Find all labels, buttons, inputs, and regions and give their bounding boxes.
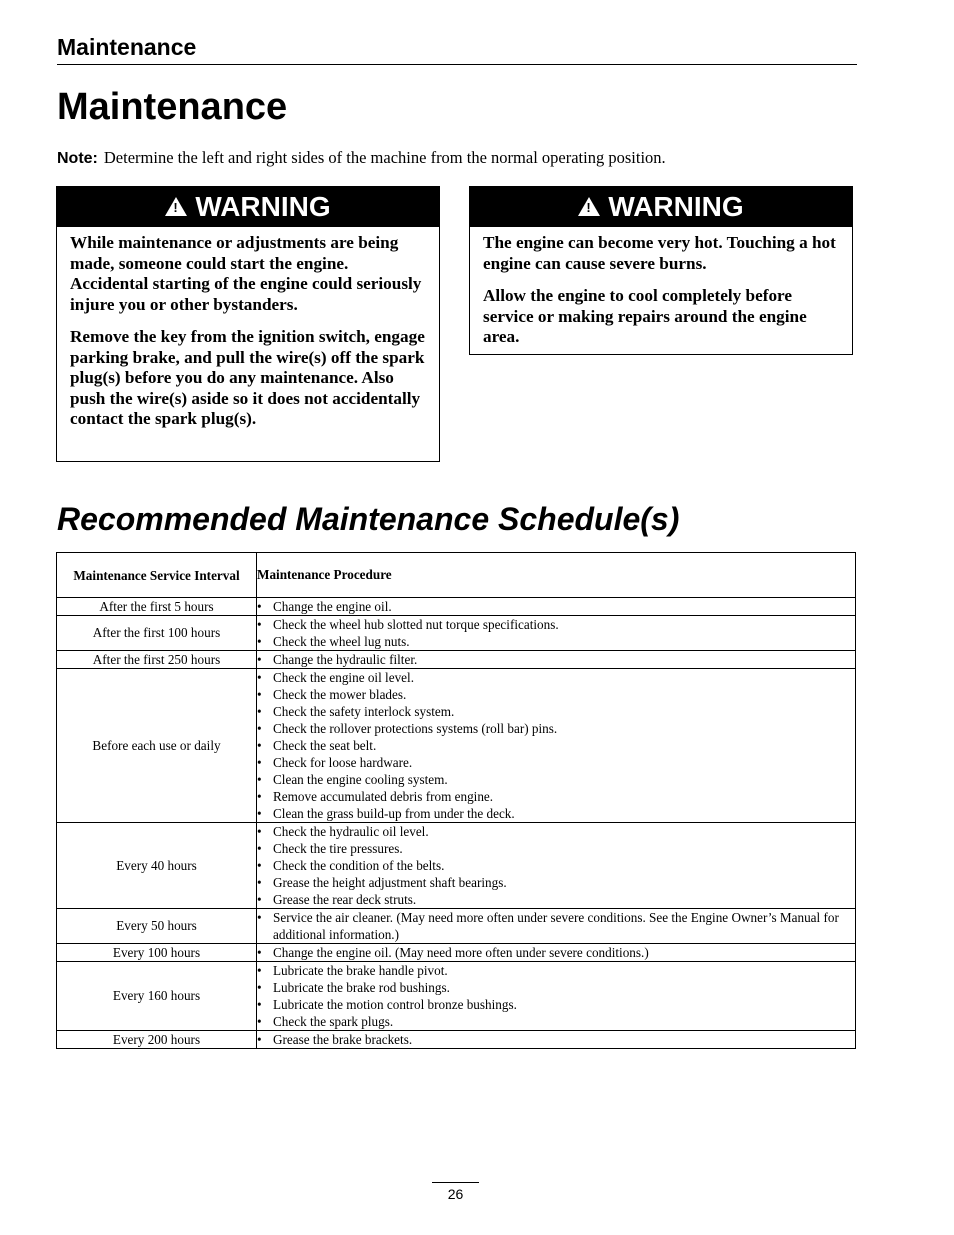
note: [57, 148, 666, 168]
table-row: [57, 823, 856, 909]
warning-paragraph: Remove the key from the ignition switch, engage parking brake, and pull the wire(s) off the spark plug(s) before you do any maintenance. Also push the wire(s) aside so it does not accidentally contact the spark plug(s).: [70, 327, 425, 428]
procedure-item: • Remove accumulated debris from engine.: [257, 788, 855, 805]
table-row: [57, 616, 856, 651]
procedure-cell: [257, 598, 856, 616]
procedure-item: • Grease the height adjustment shaft bearings.: [257, 874, 855, 891]
procedure-item: • Lubricate the motion control bronze bushings.: [257, 996, 855, 1013]
warning-label: WARNING: [195, 191, 331, 222]
procedure-cell: [257, 962, 856, 1031]
procedure-item: • Check the spark plugs.: [257, 1013, 855, 1030]
interval-cell: Before each use or daily: [57, 669, 257, 823]
table-row: [57, 944, 856, 962]
header-procedure: Maintenance Procedure: [257, 553, 856, 598]
section-title: Recommended Maintenance Schedule(s): [57, 501, 680, 537]
procedure-item: • Check the mower blades.: [257, 686, 855, 703]
procedure-list: [257, 823, 855, 908]
procedure-item: • Check the tire pressures.: [257, 840, 855, 857]
page-number: 26: [447, 1186, 464, 1202]
procedure-list: [257, 598, 855, 615]
procedure-item: • Change the hydraulic filter.: [257, 651, 855, 668]
header-interval: Maintenance Service Interval: [57, 553, 257, 598]
procedure-cell: [257, 669, 856, 823]
procedure-item: • Grease the brake brackets.: [257, 1031, 855, 1048]
page-title: Maintenance: [57, 86, 288, 128]
procedure-item: • Lubricate the brake rod bushings.: [257, 979, 855, 996]
procedure-item: • Check the condition of the belts.: [257, 857, 855, 874]
warning-body: [57, 227, 439, 436]
procedure-list: [257, 616, 855, 650]
table-header-row: [57, 553, 856, 598]
note-label: Note:: [57, 150, 98, 167]
warning-body: [470, 227, 852, 354]
table-row: [57, 669, 856, 823]
interval-cell: After the first 250 hours: [57, 651, 257, 669]
procedure-list: [257, 944, 855, 961]
procedure-item: • Check for loose hardware.: [257, 754, 855, 771]
procedure-item: • Check the wheel lug nuts.: [257, 633, 855, 650]
table-row: [57, 1031, 856, 1049]
interval-cell: Every 50 hours: [57, 909, 257, 944]
procedure-list: [257, 962, 855, 1030]
warning-triangle-icon: !: [578, 197, 600, 216]
procedure-item: • Check the engine oil level.: [257, 669, 855, 686]
warning-paragraph: The engine can become very hot. Touching a hot engine can cause severe burns.: [483, 233, 836, 273]
procedure-cell: [257, 616, 856, 651]
maintenance-schedule-table: [56, 552, 856, 1049]
running-header: Maintenance: [57, 34, 197, 60]
table-row: [57, 909, 856, 944]
table-body: [57, 598, 856, 1049]
warning-paragraph: Allow the engine to cool completely before service or making repairs around the engine area.: [483, 286, 807, 346]
procedure-cell: [257, 651, 856, 669]
procedure-list: [257, 1031, 855, 1048]
procedure-item: • Check the hydraulic oil level.: [257, 823, 855, 840]
warning-header: [57, 187, 439, 227]
procedure-item: • Lubricate the brake handle pivot.: [257, 962, 855, 979]
interval-cell: Every 40 hours: [57, 823, 257, 909]
procedure-item: • Clean the engine cooling system.: [257, 771, 855, 788]
table-row: [57, 962, 856, 1031]
warning-box-hot-engine: [469, 186, 853, 355]
procedure-item: • Change the engine oil. (May need more often under severe conditions.): [257, 944, 855, 961]
warning-triangle-icon: !: [165, 197, 187, 216]
procedure-cell: [257, 909, 856, 944]
warning-paragraph: While maintenance or adjustments are being made, someone could start the engine. Accidental starting of the engine could seriously injure you or other bystanders.: [70, 233, 422, 314]
footer-rule: [432, 1182, 479, 1183]
procedure-cell: [257, 1031, 856, 1049]
note-text: Determine the left and right sides of the machine from the normal operating position.: [103, 148, 666, 167]
procedure-item: • Service the air cleaner. (May need more often under severe conditions. See the Engine Owner’s Manual for additional information.): [257, 909, 855, 943]
procedure-list: [257, 651, 855, 668]
interval-cell: Every 160 hours: [57, 962, 257, 1031]
warning-label: WARNING: [608, 191, 744, 222]
interval-cell: After the first 100 hours: [57, 616, 257, 651]
procedure-item: • Change the engine oil.: [257, 598, 855, 615]
procedure-item: • Check the wheel hub slotted nut torque specifications.: [257, 616, 855, 633]
warning-box-starting: [56, 186, 440, 462]
interval-cell: Every 100 hours: [57, 944, 257, 962]
interval-cell: Every 200 hours: [57, 1031, 257, 1049]
table-row: [57, 598, 856, 616]
warning-header: [470, 187, 852, 227]
procedure-list: [257, 669, 855, 822]
procedure-item: • Grease the rear deck struts.: [257, 891, 855, 908]
procedure-item: • Check the safety interlock system.: [257, 703, 855, 720]
procedure-cell: [257, 944, 856, 962]
interval-cell: After the first 5 hours: [57, 598, 257, 616]
header-rule: [57, 64, 857, 65]
procedure-cell: [257, 823, 856, 909]
table-row: [57, 651, 856, 669]
procedure-item: • Check the rollover protections systems (roll bar) pins.: [257, 720, 855, 737]
procedure-list: [257, 909, 855, 943]
procedure-item: • Check the seat belt.: [257, 737, 855, 754]
procedure-item: • Clean the grass build-up from under the deck.: [257, 805, 855, 822]
